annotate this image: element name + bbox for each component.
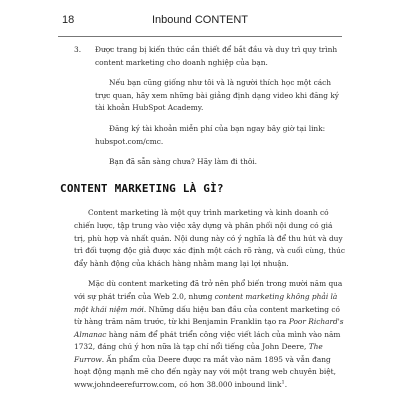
paragraph-history (74, 278, 346, 391)
page-number: 18 (62, 14, 75, 26)
history-text-3: hàng năm để phát triển công việc viết lách của mình vào năm 1732, đáng chú ý hơn nữa là tạp chí nổi tiếng của John Deere, (74, 329, 341, 352)
item-text: Được trang bị kiến thức cần thiết để bắt đầu và duy trì quy trình content marketing cho doanh nghiệp của bạn. (95, 45, 338, 67)
history-emphasis-2: Poor Richard's Almanac (74, 317, 344, 339)
running-title: Inbound CONTENT (152, 14, 248, 26)
item-number: 3. (74, 45, 82, 54)
section-heading: CONTENT MARKETING LÀ GÌ? (60, 181, 224, 195)
history-text-end: . (284, 380, 288, 390)
history-text-1: Mặc dù content marketing đã trở nên phổ biến trong mười năm qua với sự phát triển của Web 2.0, nhưng (74, 279, 343, 301)
footnote-ref: 1 (281, 379, 285, 386)
paragraph-signup: Đăng ký tài khoản miễn phí của bạn ngay bây giờ tại link: hubspot.com/cmc. (95, 123, 326, 146)
history-emphasis-3: The Furrow (74, 342, 323, 364)
numbered-item-3 (74, 44, 346, 69)
header-rule (58, 36, 342, 37)
history-emphasis-1: content marketing không phải là một khái niệm mới (74, 291, 338, 314)
page-body (60, 44, 346, 400)
paragraph-definition: Content marketing là một quy trình marketing và kinh doanh có chiến lược, tập trung vào việc xây dựng và phân phối nội dung có giá trị, phù hợp và nhất quán. Nội dung này có ý nghĩa là để thu hút và duy trì đối tượng độc giả được xác định một cách rõ ràng, và cuối cùng, thúc đẩy hành động của khách hàng nhằm mang lại lợi nhuận. (74, 208, 345, 268)
page-header (0, 14, 400, 30)
history-text-4: . Ấn phẩm của Deere được ra mắt vào năm 1895 và vẫn đang hoạt động mạnh mẽ cho đến ngày nay với một trang web chuyên biệt, www.johndeerefurrow.com, có hơn 38.000 inbound link (74, 354, 336, 390)
paragraph-ready: Bạn đã sẵn sàng chưa? Hãy làm đi thôi. (109, 157, 257, 167)
history-text-2: . Những dấu hiệu ban đầu của content marketing có từ hàng trăm năm trước, từ khi Benjamin Franklin tạo ra (74, 304, 340, 327)
paragraph-video-tip: Nếu bạn cũng giống như tôi và là người thích học một cách trực quan, hãy xem những bài giảng định dạng video khi đăng ký tài khoản HubSpot Academy. (95, 78, 339, 113)
